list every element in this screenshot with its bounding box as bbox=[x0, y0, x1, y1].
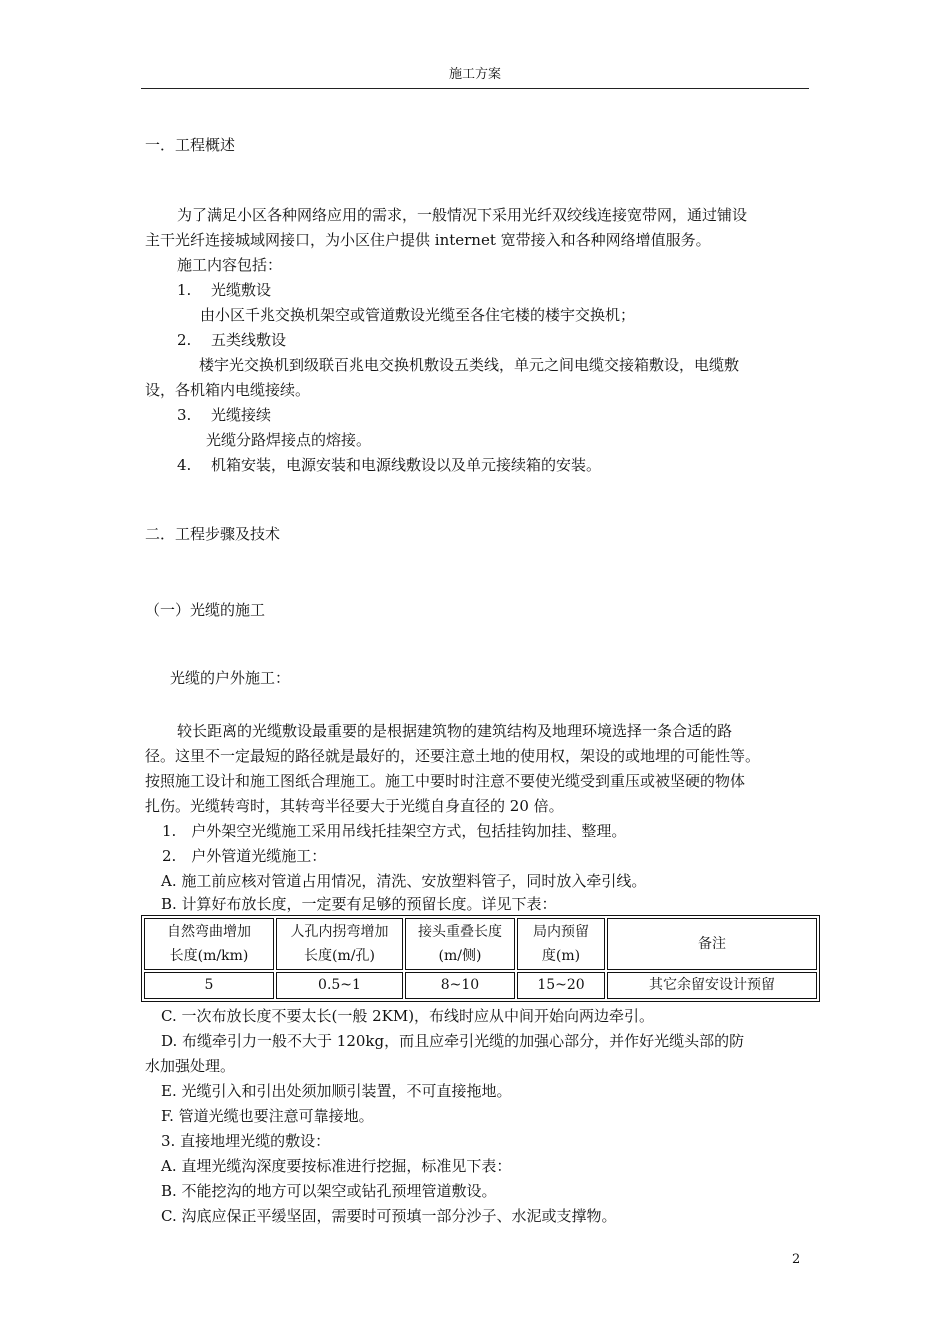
list-item-title: 五类线敷设 bbox=[211, 331, 287, 349]
subsection-heading-fiber: （一）光缆的施工 bbox=[145, 601, 266, 619]
reserve-length-table bbox=[141, 915, 820, 1002]
intro-paragraph-line: 为了满足小区各种网络应用的需求，一般情况下采用光纤双绞线连接宽带网，通过铺设 bbox=[177, 206, 748, 224]
list-item-description: 光缆分路焊接点的熔接。 bbox=[206, 431, 372, 449]
outdoor-subitem: E. 光缆引入和引出处须加顺引装置，不可直接拖地。 bbox=[161, 1082, 512, 1100]
list-item-description: 设，各机箱内电缆接续。 bbox=[145, 381, 311, 399]
outdoor-paragraph-line: 径。这里不一定最短的路径就是最好的，还要注意土地的使用权，架设的或地埋的可能性等。 bbox=[145, 747, 761, 765]
table-cell: 5 bbox=[144, 972, 274, 999]
outdoor-subitem: D. 布缆牵引力一般不大于 120kg，而且应牵引光缆的加强心部分，并作好光缆头部的防 bbox=[161, 1032, 745, 1050]
list-item-title: 光缆接续 bbox=[211, 406, 272, 424]
table-header-cell: 备注 bbox=[607, 918, 817, 970]
list-item-title: 光缆敷设 bbox=[211, 281, 272, 299]
outdoor-heading: 光缆的户外施工： bbox=[170, 669, 291, 687]
outdoor-subitem: F. 管道光缆也要注意可靠接地。 bbox=[161, 1107, 374, 1125]
outdoor-paragraph-line: 按照施工设计和施工图纸合理施工。施工中要时时注意不要使光缆受到重压或被坚硬的物体 bbox=[145, 772, 746, 790]
table-header-cell: 人孔内拐弯增加 长度(m/孔) bbox=[276, 918, 403, 970]
list-item-number: 2. bbox=[177, 331, 192, 349]
section-heading-steps: 二．工程步骤及技术 bbox=[145, 525, 281, 543]
table-header-cell: 局内预留 度(m) bbox=[517, 918, 605, 970]
table-header-cell: 接头重叠长度 (m/侧) bbox=[405, 918, 515, 970]
outdoor-subitem: B. 不能挖沟的地方可以架空或钻孔预埋管道敷设。 bbox=[161, 1182, 497, 1200]
table-header-row bbox=[144, 918, 817, 970]
outdoor-paragraph-line: 较长距离的光缆敷设最重要的是根据建筑物的建筑结构及地理环境选择一条合适的路 bbox=[177, 722, 733, 740]
list-item-title: 机箱安装，电源安装和电源线敷设以及单元接续箱的安装。 bbox=[211, 456, 602, 474]
page-number: 2 bbox=[792, 1252, 801, 1267]
table-cell: 0.5~1 bbox=[276, 972, 403, 999]
outdoor-paragraph-line: 扎伤。光缆转弯时，其转弯半径要大于光缆自身直径的 20 倍。 bbox=[145, 797, 564, 815]
outdoor-subitem: C. 沟底应保正平缓坚固，需要时可预填一部分沙子、水泥或支撑物。 bbox=[161, 1207, 617, 1225]
intro-paragraph-line: 主干光纤连接城域网接口，为小区住户提供 internet 宽带接入和各种网络增值服务。 bbox=[145, 231, 711, 249]
outdoor-subitem: A. 施工前应核对管道占用情况，清洗、安放塑料管子，同时放入牵引线。 bbox=[161, 872, 647, 890]
page-header: 施工方案 bbox=[141, 62, 809, 89]
outdoor-item: 2. 户外管道光缆施工： bbox=[162, 847, 327, 865]
outdoor-subitem: C. 一次布放长度不要太长(一般 2KM)，布线时应从中间开始向两边牵引。 bbox=[161, 1007, 655, 1025]
list-item-number: 4. bbox=[177, 456, 192, 474]
list-item-description: 由小区千兆交换机架空或管道敷设光缆至各住宅楼的楼宇交换机； bbox=[200, 306, 636, 324]
outdoor-subitem: 水加强处理。 bbox=[145, 1057, 236, 1075]
table-cell: 其它余留安设计预留 bbox=[607, 972, 817, 999]
section-heading-overview: 一．工程概述 bbox=[145, 136, 236, 154]
list-item-description: 楼宇光交换机到级联百兆电交换机敷设五类线，单元之间电缆交接箱敷设，电缆敷 bbox=[199, 356, 740, 374]
list-item-number: 1. bbox=[177, 281, 192, 299]
table-cell: 15~20 bbox=[517, 972, 605, 999]
table-header-cell: 自然弯曲增加 长度(m/km) bbox=[144, 918, 274, 970]
table-row bbox=[144, 972, 817, 999]
list-item-number: 3. bbox=[177, 406, 192, 424]
outdoor-item: 1. 户外架空光缆施工采用吊线托挂架空方式，包括挂钩加挂、整理。 bbox=[162, 822, 627, 840]
outdoor-subitem: B. 计算好布放长度，一定要有足够的预留长度。详见下表： bbox=[161, 895, 557, 913]
scope-label: 施工内容包括： bbox=[177, 256, 283, 274]
outdoor-subitem: A. 直埋光缆沟深度要按标准进行挖掘，标准见下表： bbox=[161, 1157, 512, 1175]
table-cell: 8~10 bbox=[405, 972, 515, 999]
outdoor-item: 3. 直接地埋光缆的敷设： bbox=[161, 1132, 331, 1150]
